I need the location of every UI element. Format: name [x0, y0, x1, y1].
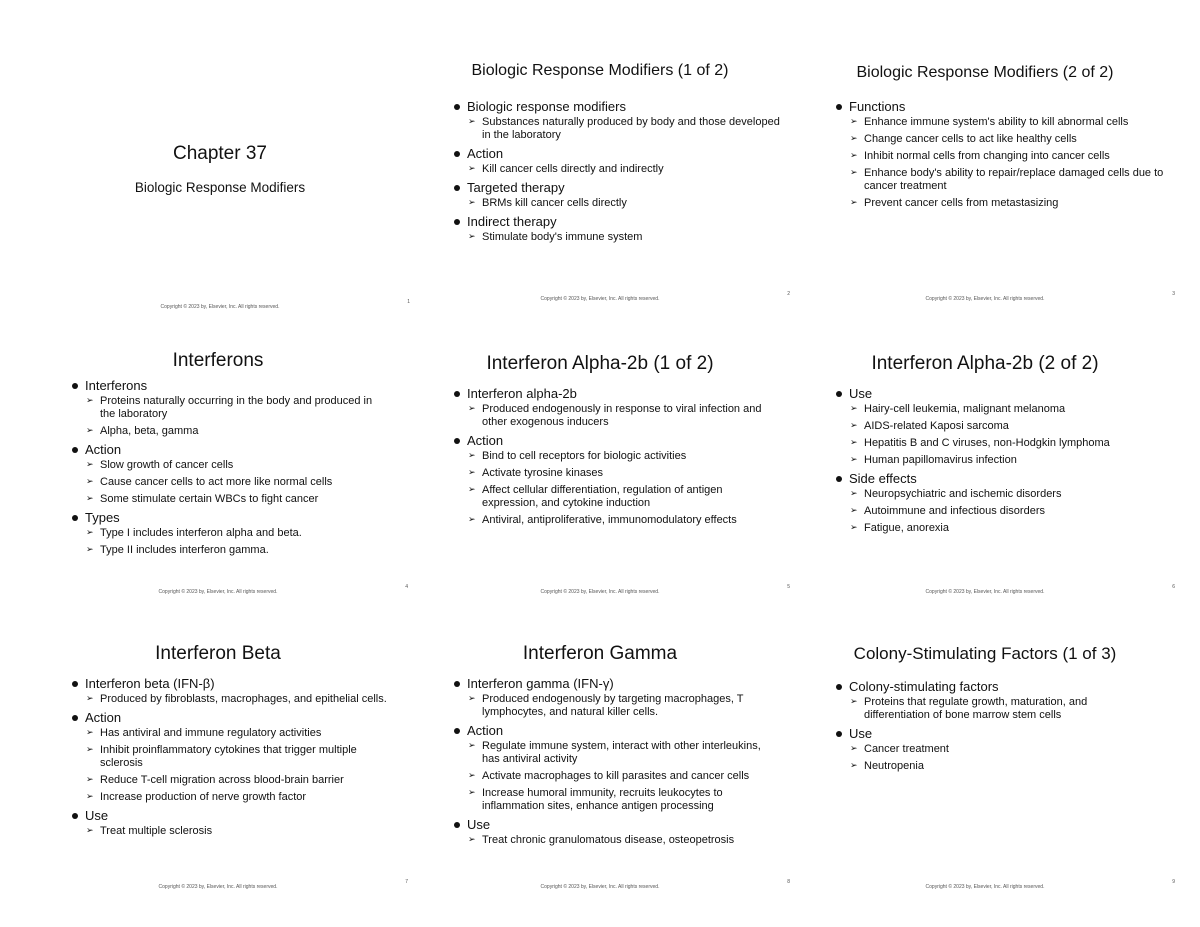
sub-bullet-item: ➢ Proteins that regulate growth, maturation, and differentiation of bone marrow stem cells — [835, 696, 1155, 722]
slide-title: Interferon Alpha-2b (1 of 2) — [486, 353, 714, 374]
page-number: 9 — [1172, 879, 1175, 885]
sub-bullet-list — [71, 825, 398, 838]
sub-bullet-item: ➢ Type I includes interferon alpha and beta. — [71, 527, 388, 540]
sub-bullet-item: ➢ Some stimulate certain WBCs to fight cancer — [71, 493, 388, 506]
bullet-text: Use — [849, 726, 873, 741]
bullet-item — [453, 433, 770, 449]
slide-title: Biologic Response Modifiers (1 of 2) — [471, 62, 729, 79]
bullet-text: Use — [467, 817, 491, 832]
sub-bullet-item: ➢ Fatigue, anorexia — [835, 522, 1175, 535]
slide-1 — [30, 10, 410, 310]
sub-bullet-list — [453, 450, 770, 527]
slide-7 — [28, 590, 408, 890]
bullet-item — [835, 726, 1155, 742]
sub-bullet-item: ➢ Slow growth of cancer cells — [71, 459, 388, 472]
bullet-item — [71, 710, 398, 726]
bullet-item — [835, 386, 1175, 402]
bullet-item — [835, 99, 1175, 115]
slide-5 — [410, 295, 790, 595]
sub-bullet-list — [835, 116, 1175, 210]
bullet-item — [453, 146, 790, 162]
sub-bullet-item: ➢ Stimulate body's immune system — [453, 231, 790, 244]
sub-bullet-item: ➢ Increase production of nerve growth factor — [71, 791, 398, 804]
sub-bullet-item: ➢ Produced endogenously in response to viral infection and other exogenous inducers — [453, 403, 770, 429]
sub-bullet-item: ➢ Enhance immune system's ability to kill abnormal cells — [835, 116, 1175, 129]
bullet-text: Targeted therapy — [467, 180, 565, 195]
page-number: 1 — [407, 299, 410, 305]
bullet-text: Biologic response modifiers — [467, 99, 626, 114]
copyright-footer: Copyright © 2023 by, Elsevier, Inc. All rights reserved. — [158, 589, 278, 595]
bullet-list — [453, 676, 780, 851]
sub-bullet-item: ➢ Produced by fibroblasts, macrophages, and epithelial cells. — [71, 693, 398, 706]
bullet-item — [71, 676, 398, 692]
bullet-text: Action — [85, 442, 122, 457]
sub-bullet-list — [71, 459, 388, 506]
page-number: 8 — [787, 879, 790, 885]
sub-bullet-list — [453, 197, 790, 210]
bullet-text: Colony-stimulating factors — [849, 679, 999, 694]
bullet-text: Interferons — [85, 378, 148, 393]
sub-bullet-item: ➢ BRMs kill cancer cells directly — [453, 197, 790, 210]
bullet-list — [71, 676, 398, 842]
sub-bullet-item: ➢ Alpha, beta, gamma — [71, 425, 388, 438]
slide-title: Interferon Alpha-2b (2 of 2) — [871, 353, 1099, 374]
sub-bullet-item: ➢ Type II includes interferon gamma. — [71, 544, 388, 557]
bullet-list — [453, 99, 790, 248]
bullet-item — [71, 808, 398, 824]
sub-bullet-item: ➢ Has antiviral and immune regulatory activities — [71, 727, 398, 740]
bullet-item — [453, 817, 780, 833]
sub-bullet-item: ➢ Neuropsychiatric and ischemic disorders — [835, 488, 1175, 501]
bullet-item — [453, 99, 790, 115]
bullet-item — [835, 679, 1155, 695]
sub-bullet-item: ➢ Kill cancer cells directly and indirectly — [453, 163, 790, 176]
sub-bullet-list — [453, 693, 780, 719]
page-number: 2 — [787, 291, 790, 297]
sub-bullet-list — [835, 743, 1155, 773]
sub-bullet-item: ➢ Activate tyrosine kinases — [453, 467, 770, 480]
bullet-list — [71, 378, 388, 561]
sub-bullet-item: ➢ Hairy-cell leukemia, malignant melanoma — [835, 403, 1175, 416]
sub-bullet-item: ➢ Neutropenia — [835, 760, 1155, 773]
bullet-item — [71, 442, 388, 458]
sub-bullet-item: ➢ Regulate immune system, interact with other interleukins, has antiviral activity — [453, 740, 780, 766]
bullet-text: Types — [85, 510, 120, 525]
bullet-item — [453, 723, 780, 739]
sub-bullet-item: ➢ Hepatitis B and C viruses, non-Hodgkin lymphoma — [835, 437, 1175, 450]
sub-bullet-item: ➢ Cancer treatment — [835, 743, 1155, 756]
sub-bullet-item: ➢ Produced endogenously by targeting macrophages, T lymphocytes, and natural killer cells. — [453, 693, 780, 719]
slide-4 — [28, 295, 408, 595]
sub-bullet-item: ➢ Activate macrophages to kill parasites and cancer cells — [453, 770, 780, 783]
sub-bullet-item: ➢ Treat multiple sclerosis — [71, 825, 398, 838]
bullet-list — [835, 99, 1175, 214]
bullet-text: Action — [467, 433, 504, 448]
copyright-footer: Copyright © 2023 by, Elsevier, Inc. All rights reserved. — [540, 884, 660, 890]
sub-bullet-item: ➢ Substances naturally produced by body and those developed in the laboratory — [453, 116, 790, 142]
slide-3 — [795, 2, 1175, 302]
page-number: 6 — [1172, 584, 1175, 590]
bullet-list — [453, 386, 770, 531]
bullet-list — [835, 386, 1175, 539]
slide-8 — [410, 590, 790, 890]
sub-bullet-item: ➢ Reduce T-cell migration across blood-brain barrier — [71, 774, 398, 787]
slide-6 — [795, 295, 1175, 595]
bullet-item — [71, 510, 388, 526]
copyright-footer: Copyright © 2023 by, Elsevier, Inc. All rights reserved. — [540, 296, 660, 302]
sub-bullet-list — [453, 740, 780, 813]
sub-bullet-item: ➢ Inhibit proinflammatory cytokines that trigger multiple sclerosis — [71, 744, 398, 770]
sub-bullet-item: ➢ Autoimmune and infectious disorders — [835, 505, 1175, 518]
bullet-text: Functions — [849, 99, 906, 114]
copyright-footer: Copyright © 2023 by, Elsevier, Inc. All rights reserved. — [925, 589, 1045, 595]
sub-bullet-item: ➢ Affect cellular differentiation, regulation of antigen expression, and cytokine induction — [453, 484, 770, 510]
page-number: 4 — [405, 584, 408, 590]
sub-bullet-item: ➢ Human papillomavirus infection — [835, 454, 1175, 467]
sub-bullet-list — [71, 527, 388, 557]
bullet-item — [453, 386, 770, 402]
sub-bullet-list — [835, 403, 1175, 467]
chapter-subtitle: Biologic Response Modifiers — [134, 180, 306, 195]
bullet-text: Side effects — [849, 471, 917, 486]
sub-bullet-item: ➢ Increase humoral immunity, recruits leukocytes to inflammation sites, enhance antigen processing — [453, 787, 780, 813]
sub-bullet-item: ➢ Inhibit normal cells from changing into cancer cells — [835, 150, 1175, 163]
sub-bullet-list — [453, 834, 780, 847]
sub-bullet-list — [835, 696, 1155, 722]
bullet-text: Interferon alpha-2b — [467, 386, 577, 401]
bullet-item — [453, 180, 790, 196]
sub-bullet-list — [453, 116, 790, 142]
sub-bullet-list — [71, 395, 388, 438]
sub-bullet-list — [71, 693, 398, 706]
sub-bullet-list — [453, 231, 790, 244]
bullet-item — [835, 471, 1175, 487]
bullet-item — [453, 676, 780, 692]
bullet-list — [835, 679, 1155, 777]
sub-bullet-item: ➢ Bind to cell receptors for biologic activities — [453, 450, 770, 463]
slide-2 — [410, 2, 790, 302]
sub-bullet-item: ➢ Enhance body's ability to repair/replace damaged cells due to cancer treatment — [835, 167, 1175, 193]
bullet-text: Action — [85, 710, 122, 725]
slide-title: Biologic Response Modifiers (2 of 2) — [856, 64, 1114, 81]
sub-bullet-item: ➢ AIDS-related Kaposi sarcoma — [835, 420, 1175, 433]
bullet-text: Interferon beta (IFN-β) — [85, 676, 215, 691]
sub-bullet-item: ➢ Prevent cancer cells from metastasizing — [835, 197, 1175, 210]
sub-bullet-list — [71, 727, 398, 804]
sub-bullet-item: ➢ Proteins naturally occurring in the body and produced in the laboratory — [71, 395, 388, 421]
sub-bullet-item: ➢ Antiviral, antiproliferative, immunomodulatory effects — [453, 514, 770, 527]
bullet-text: Action — [467, 723, 504, 738]
sub-bullet-list — [835, 488, 1175, 535]
bullet-item — [453, 214, 790, 230]
bullet-text: Indirect therapy — [467, 214, 557, 229]
bullet-text: Use — [849, 386, 873, 401]
chapter-title: Chapter 37 — [172, 143, 267, 164]
copyright-footer: Copyright © 2023 by, Elsevier, Inc. All rights reserved. — [160, 304, 280, 310]
page-number: 3 — [1172, 291, 1175, 297]
copyright-footer: Copyright © 2023 by, Elsevier, Inc. All rights reserved. — [925, 884, 1045, 890]
bullet-text: Interferon gamma (IFN-γ) — [467, 676, 614, 691]
sub-bullet-item: ➢ Cause cancer cells to act more like normal cells — [71, 476, 388, 489]
sub-bullet-item: ➢ Treat chronic granulomatous disease, osteopetrosis — [453, 834, 780, 847]
slide-9 — [795, 590, 1175, 890]
bullet-item — [71, 378, 388, 394]
sub-bullet-item: ➢ Change cancer cells to act like healthy cells — [835, 133, 1175, 146]
copyright-footer: Copyright © 2023 by, Elsevier, Inc. All rights reserved. — [925, 296, 1045, 302]
slide-title: Interferon Gamma — [522, 643, 678, 664]
sub-bullet-list — [453, 403, 770, 429]
copyright-footer: Copyright © 2023 by, Elsevier, Inc. All rights reserved. — [540, 589, 660, 595]
page-number: 7 — [405, 879, 408, 885]
sub-bullet-list — [453, 163, 790, 176]
page-number: 5 — [787, 584, 790, 590]
slide-title: Interferon Beta — [155, 643, 281, 664]
bullet-text: Action — [467, 146, 504, 161]
copyright-footer: Copyright © 2023 by, Elsevier, Inc. All rights reserved. — [158, 884, 278, 890]
slide-title: Colony-Stimulating Factors (1 of 3) — [853, 644, 1117, 663]
slide-title: Interferons — [172, 350, 264, 371]
bullet-text: Use — [85, 808, 109, 823]
